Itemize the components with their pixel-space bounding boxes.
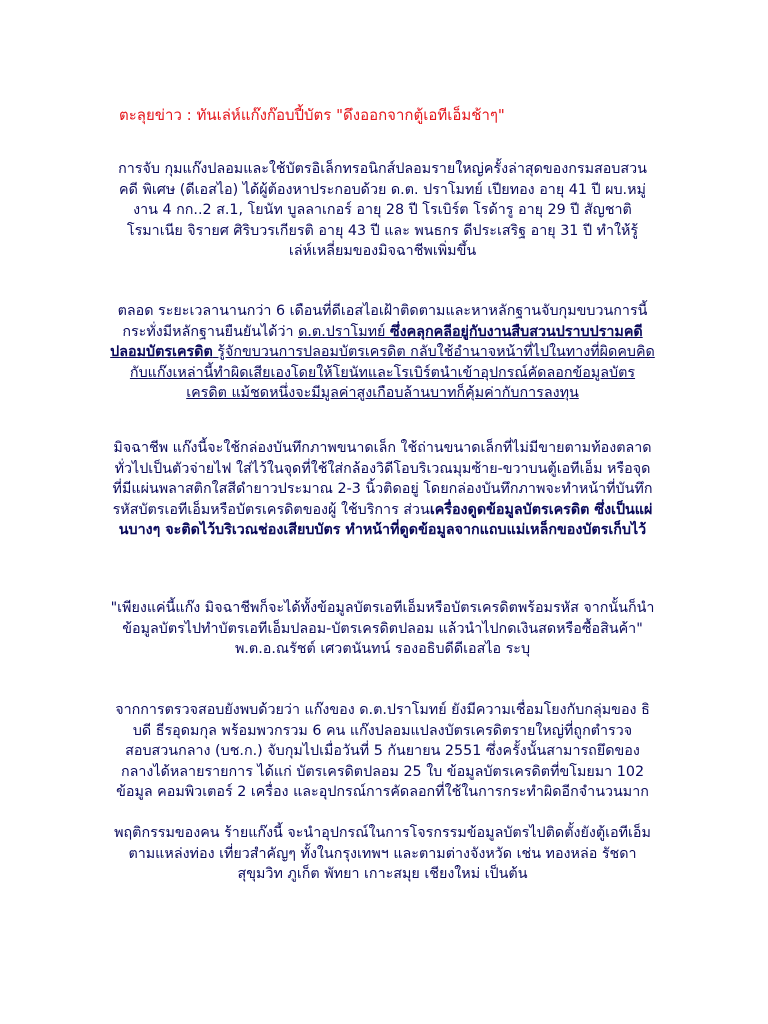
paragraph-connection bbox=[110, 700, 655, 803]
paragraph-text: "เพียงแค่นี้แก๊ง มิจฉาชีพก็จะได้ทั้งข้อมูลบัตรเอทีเอ็มหรือบัตรเครดิตพร้อมรหัส จากนั้นก็นำข้อมูลบัตรไปทำบัตรเอทีเอ็มปลอม-บัตรเครดิตปลอม แล้วนำไปกดเงินสดหรือซื้อสินค้า" พ.ต.อ.ณรัชต์ เศวตนันทน์ รองอธิบดีดีเอสไอ ระบุ bbox=[110, 600, 655, 658]
paragraph-quote bbox=[110, 598, 655, 660]
paragraph-method bbox=[110, 438, 655, 541]
paragraph-text: จากการตรวจสอบยังพบด้วยว่า แก๊งของ ด.ต.ปราโมทย์ ยังมีความเชื่อมโยงกับกลุ่มของ ธิบดี ธีรอุดมกุล พร้อมพวกรวม 6 คน แก๊งปลอมแปลงบัตรเครดิตรายใหญ่ที่ถูกตำรวจสอบสวนกลาง (บช.ก.) จับกุมไปเมื่อวันที่ 5 กันยายน 2551 ซึ่งครั้งนั้นสามารถยึดของกลางได้หลายรายการ ได้แก่ บัตรเครดิตปลอม 25 ใบ ข้อมูลบัตรเครดิตที่ขโมยมา 102 ข้อมูล คอมพิวเตอร์ 2 เครื่อง และอุปกรณ์การคัดลอกที่ใช้ในการกระทำผิดอีกจำนวนมาก bbox=[115, 702, 650, 801]
emphasized-text: เครื่องดูดข้อมูลบัตรเครดิต ซึ่งเป็นแผ่นบางๆ จะติดไว้บริเวณช่องเสียบบัตร ทำหน้าที่ดูดข้อมูลจากแถบแม่เหล็กของบัตรเก็บไว้ bbox=[118, 501, 653, 539]
article-headline: ตะลุยข่าว : ทันเล่ห์แก๊งก๊อบปี้บัตร "ดึงออกจากตู้เอทีเอ็มช้าๆ" bbox=[119, 106, 505, 124]
paragraph-text: มิจฉาชีพ แก๊งนี้จะใช้กล่องบันทึกภาพขนาดเล็ก ใช้ถ่านขนาดเล็กที่ไม่มีขายตามท้องตลาดทั่วไปเป็นตัวจ่ายไฟ ใส่ไว้ในจุดที่ใช้ใส่กล้องวิดีโอบริเวณมุมซ้าย-ขวาบนตู้เอทีเอ็ม หรือจุดที่มีแผ่นพลาสติกใสสีดำยาวประมาณ 2-3 นิ้วติดอยู่ โดยกล่องบันทึกภาพจะทำหน้าที่บันทึกรหัสบัตรเอทีเอ็มหรือบัตรเครดิตของผู้ ใช้บริการ ส่วน bbox=[112, 440, 653, 518]
paragraph-text: การจับ กุมแก๊งปลอมและใช้บัตรอิเล็กทรอนิกส์ปลอมรายใหญ่ครั้งล่าสุดของกรมสอบสวนคดี พิเศษ (ดีเอสไอ) ได้ผู้ต้องหาประกอบด้วย ด.ต. ปราโมทย์ เปียทอง อายุ 41 ปี ผบ.หมู่งาน 4 กก..2 ส.1, โยนัท บูลลาเกอร์ อายุ 28 ปี โรเบิร์ต โรด้ารู อายุ 29 ปี สัญชาติโรมาเนีย จิรายศ ศิริบวรเกียรติ อายุ 43 ปี และ พนธกร ดีประเสริฐ อายุ 31 ปี ทำให้รู้เล่ห์เหลี่ยมของมิจฉาชีพเพิ่มขึ้น bbox=[118, 161, 647, 260]
emphasized-text: ซึ่งคลุกคลีอยู่กับงานสืบสวนปราบปรามคดีปลอมบัตรเครดิต bbox=[110, 323, 643, 361]
underlined-text: รู้จักขบวนการปลอมบัตรเครดิต กลับใช้อำนาจหน้าที่ไปในทางที่ผิดคบคิดกับแก๊งเหล่านี้ทำผิดเสียเองโดยให้โยนัทและโรเบิร์ตนำเข้าอุปกรณ์คัดลอกข้อมูลบัตรเครดิต แม้ชดหนึ่งจะมีมูลค่าสูงเกือบล้านบาทก็คุ้มค่ากับการลงทุน bbox=[129, 344, 655, 402]
paragraph-text: พฤติกรรมของคน ร้ายแก๊งนี้ จะนำอุปกรณ์ในการโจรกรรมข้อมูลบัตรไปติดตั้งยังตู้เอทีเอ็มตามแหล่งท่อง เที่ยวสำคัญๆ ทั้งในกรุงเทพฯ และตามต่างจังหวัด เช่น ทองหล่อ รัชดา สุขุมวิท ภูเก็ต พัทยา เกาะสมุย เชียงใหม่ เป็นต้น bbox=[114, 825, 651, 883]
paragraph-investigation bbox=[110, 301, 655, 404]
paragraph-behavior bbox=[110, 823, 655, 885]
paragraph-arrest-details bbox=[110, 159, 655, 262]
paragraph-text: ตลอด ระยะเวลานานกว่า 6 เดือนที่ดีเอสไอเฝ้าติดตามและหาหลักฐานจับกุมขบวนการนี้ กระทั่งมีหลักฐานยืนยันได้ว่า bbox=[117, 303, 648, 340]
underlined-name: ด.ต.ปราโมทย์ bbox=[298, 323, 390, 340]
